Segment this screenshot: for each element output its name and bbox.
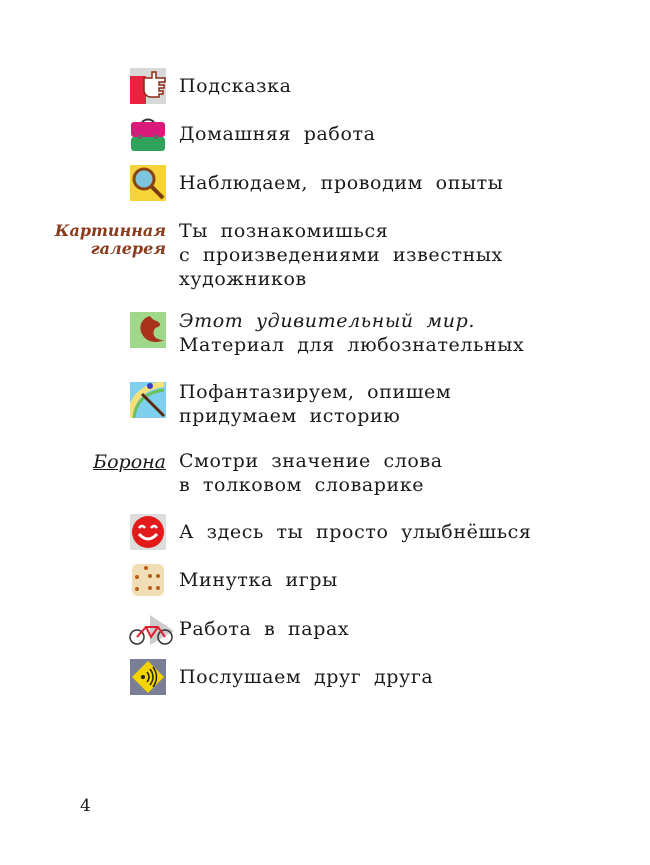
- item-listen: [179, 665, 433, 689]
- item-text: Ты познакомишься: [179, 220, 389, 242]
- item-fantasy: [179, 380, 451, 428]
- item-hint: [179, 74, 292, 98]
- item-text: Пофантазируем, опишем: [179, 381, 452, 403]
- item-text: Смотри значение слова: [179, 450, 443, 472]
- tandem-bicycle-icon: [128, 611, 174, 647]
- item-pairs: [179, 617, 349, 641]
- magic-wand-icon: [130, 382, 166, 418]
- item-text: придумаем историю: [179, 405, 401, 427]
- item-text: художников: [179, 268, 307, 290]
- item-text: Послушаем друг друга: [179, 666, 434, 688]
- item-text: с произведениями известных: [179, 244, 503, 266]
- item-smile: [179, 520, 531, 544]
- item-text: Минутка игры: [179, 569, 338, 591]
- item-text: Материал для любознательных: [179, 334, 525, 356]
- page-number: 4: [80, 796, 91, 816]
- item-text: А здесь ты просто улыбнёшься: [179, 521, 532, 543]
- item-text: Домашняя работа: [179, 123, 376, 145]
- item-amazing-world: [179, 309, 524, 357]
- item-text: Работа в парах: [179, 618, 350, 640]
- item-dictionary: [179, 449, 443, 497]
- item-homework: [179, 122, 376, 146]
- dinosaur-icon: [130, 312, 166, 348]
- item-gallery: [179, 219, 503, 291]
- dice-icon: [130, 562, 166, 598]
- picture-gallery-label: [55, 222, 166, 258]
- magnifier-icon: [130, 165, 166, 201]
- hint-hand-icon: [130, 68, 166, 104]
- item-game: [179, 568, 338, 592]
- item-text: в толковом словарике: [179, 474, 425, 496]
- item-text: Подсказка: [179, 75, 292, 97]
- listen-sign-icon: [130, 659, 166, 695]
- smiley-icon: [130, 514, 166, 550]
- dictionary-word-example: Борона: [93, 451, 166, 473]
- label-line: галерея: [90, 239, 166, 258]
- briefcase-icon: [130, 116, 166, 152]
- item-text: Этот удивительный мир.: [179, 310, 476, 332]
- item-text: Наблюдаем, проводим опыты: [179, 172, 504, 194]
- label-line: Картинная: [54, 221, 166, 240]
- item-experiments: [179, 171, 504, 195]
